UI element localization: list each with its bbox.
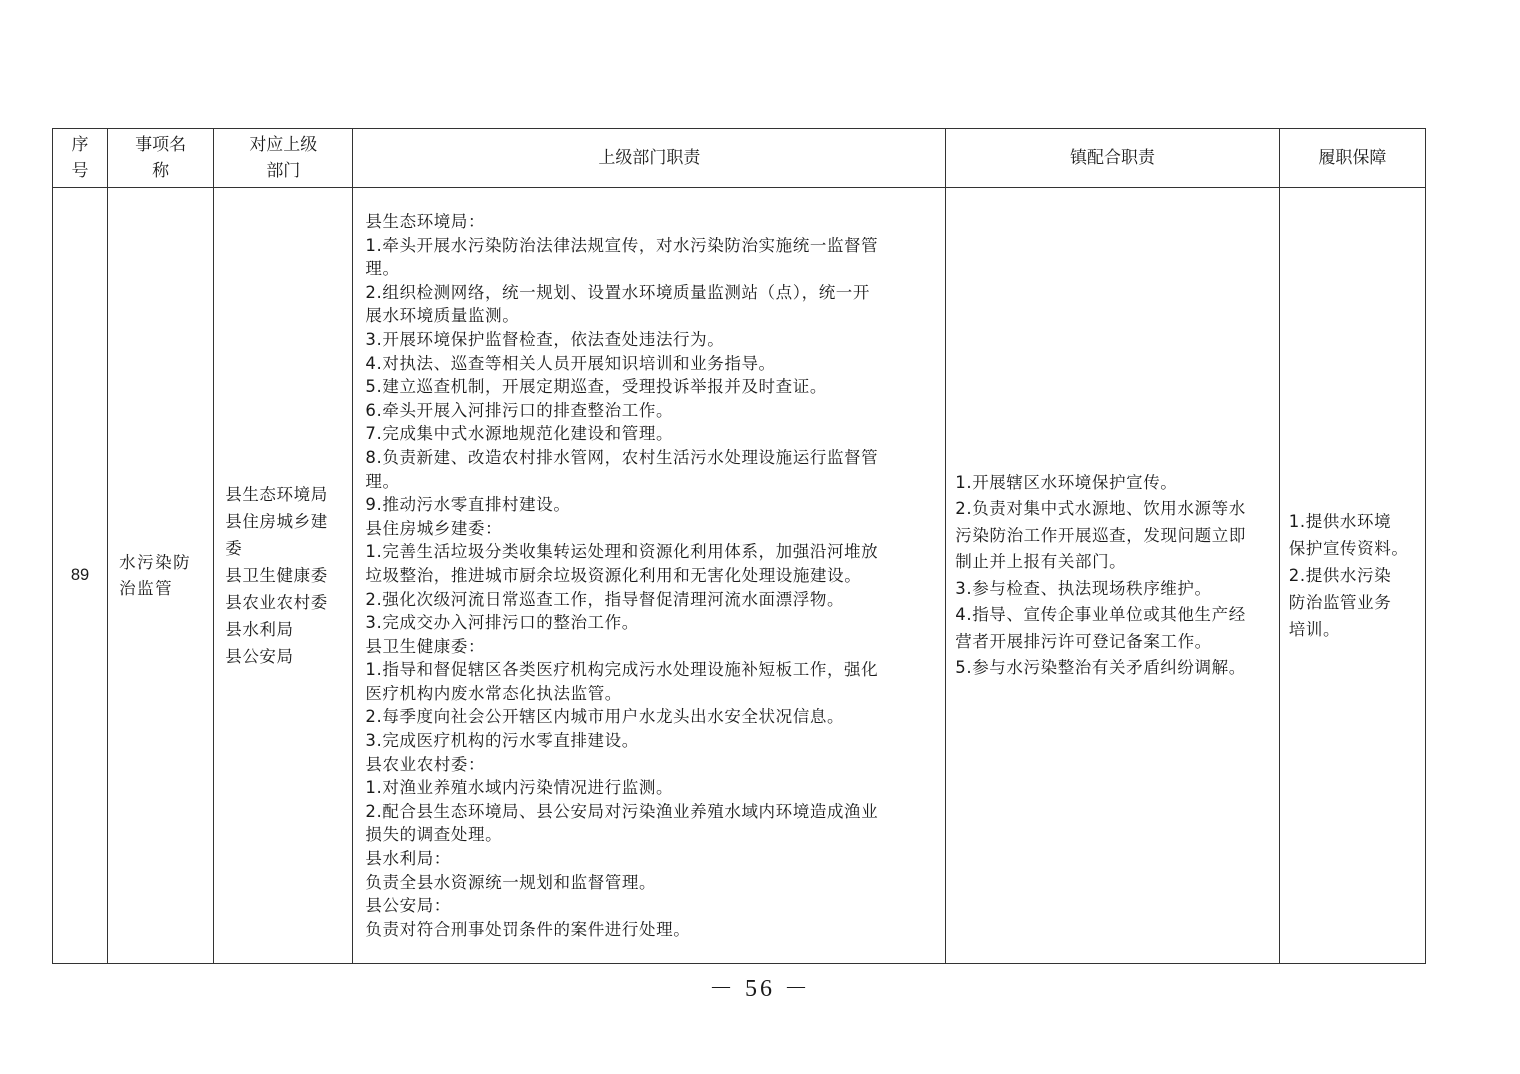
resp-line: 县卫生健康委： [365, 636, 486, 656]
dept-item: 县水利局 [225, 620, 294, 640]
resp-line: 3.开展环境保护监督检查，依法查处违法行为。 [365, 329, 725, 349]
header-guarantee: 履职保障 [1279, 129, 1425, 188]
table-header-row [53, 129, 1426, 188]
town-resp-line: 5.参与水污染整治有关矛盾纠纷调解。 [955, 658, 1246, 678]
resp-line: 县生态环境局： [365, 212, 486, 231]
cell-item-name: 水污染防治监管 [108, 188, 214, 964]
resp-line: 6.牵头开展入河排污口的排查整治工作。 [365, 400, 674, 420]
header-item-name: 事项名称 [108, 129, 214, 188]
resp-line: 9.推动污水零直排村建设。 [365, 495, 571, 515]
guarantee-line: 防治监管业务 [1288, 593, 1392, 613]
town-resp-line: 4.指导、宣传企事业单位或其他生产经 [955, 605, 1246, 625]
resp-line: 垃圾整治，推进城市厨余垃圾资源化利用和无害化处理设施建设。 [365, 565, 862, 585]
town-resp-line: 2.负责对集中式水源地、饮用水源等水 [955, 499, 1246, 519]
dept-item: 县公安局 [225, 647, 294, 667]
resp-line: 4.对执法、巡查等相关人员开展知识培训和业务指导。 [365, 353, 776, 373]
header-dept: 对应上级部门 [214, 129, 353, 188]
resp-line: 县农业农村委： [365, 754, 486, 774]
table-row [53, 188, 1426, 964]
resp-line: 1.牵头开展水污染防治法律法规宣传，对水污染防治实施统一监督管 [365, 235, 879, 255]
resp-line: 1.完善生活垃圾分类收集转运处理和资源化利用体系，加强沿河堆放 [365, 542, 879, 562]
cell-dept [214, 188, 353, 964]
town-resp-line: 污染防治工作开展巡查，发现问题立即 [955, 525, 1246, 545]
header-upper-resp: 上级部门职责 [353, 129, 946, 188]
guarantee-line: 保护宣传资料。 [1288, 539, 1409, 559]
resp-line: 展水环境质量监测。 [365, 306, 520, 326]
page-number: － 56 － [709, 976, 811, 1002]
resp-line: 县住房城乡建委： [365, 518, 503, 538]
dept-item: 县住房城乡建委 [225, 512, 328, 559]
resp-line: 损失的调查处理。 [365, 825, 503, 845]
resp-line: 理。 [365, 471, 400, 491]
resp-line: 县公安局： [365, 896, 451, 916]
resp-line: 8.负责新建、改造农村排水管网，农村生活污水处理设施运行监督管 [365, 447, 879, 467]
dept-item: 县农业农村委 [225, 593, 328, 613]
resp-line: 医疗机构内废水常态化执法监管。 [365, 683, 622, 703]
cell-upper-resp [353, 188, 946, 964]
town-resp-line: 制止并上报有关部门。 [955, 552, 1127, 572]
resp-line: 1.指导和督促辖区各类医疗机构完成污水处理设施补短板工作，强化 [365, 660, 879, 680]
header-seq: 序号 [53, 129, 108, 188]
resp-line: 负责全县水资源统一规划和监督管理。 [365, 872, 657, 892]
resp-line: 2.强化次级河流日常巡查工作，指导督促清理河流水面漂浮物。 [365, 589, 845, 609]
guarantee-line: 2.提供水污染 [1288, 566, 1392, 586]
cell-seq: 89 [53, 188, 108, 964]
resp-line: 1.对渔业养殖水域内污染情况进行监测。 [365, 778, 674, 798]
resp-line: 2.配合县生态环境局、县公安局对污染渔业养殖水域内环境造成渔业 [365, 801, 879, 821]
dept-item: 县卫生健康委 [225, 566, 328, 586]
duty-table [52, 128, 1426, 964]
resp-line: 理。 [365, 259, 400, 279]
cell-town-resp [946, 188, 1279, 964]
resp-line: 3.完成医疗机构的污水零直排建设。 [365, 731, 639, 751]
resp-line: 5.建立巡查机制，开展定期巡查，受理投诉举报并及时查证。 [365, 377, 827, 397]
town-resp-line: 3.参与检查、执法现场秩序维护。 [955, 578, 1212, 598]
guarantee-line: 1.提供水环境 [1288, 512, 1392, 532]
resp-line: 7.完成集中式水源地规范化建设和管理。 [365, 424, 674, 444]
town-resp-line: 营者开展排污许可登记备案工作。 [955, 631, 1212, 651]
resp-line: 3.完成交办入河排污口的整治工作。 [365, 613, 639, 633]
guarantee-line: 培训。 [1288, 620, 1341, 640]
resp-line: 县水利局： [365, 849, 451, 869]
cell-guarantee [1279, 188, 1425, 964]
dept-item: 县生态环境局 [225, 485, 328, 505]
header-town-resp: 镇配合职责 [946, 129, 1279, 188]
resp-line: 2.每季度向社会公开辖区内城市用户水龙头出水安全状况信息。 [365, 707, 845, 727]
resp-line: 2.组织检测网络，统一规划、设置水环境质量监测站（点），统一开 [365, 282, 870, 302]
town-resp-line: 1.开展辖区水环境保护宣传。 [955, 472, 1178, 492]
resp-line: 负责对符合刑事处罚条件的案件进行处理。 [365, 919, 691, 939]
